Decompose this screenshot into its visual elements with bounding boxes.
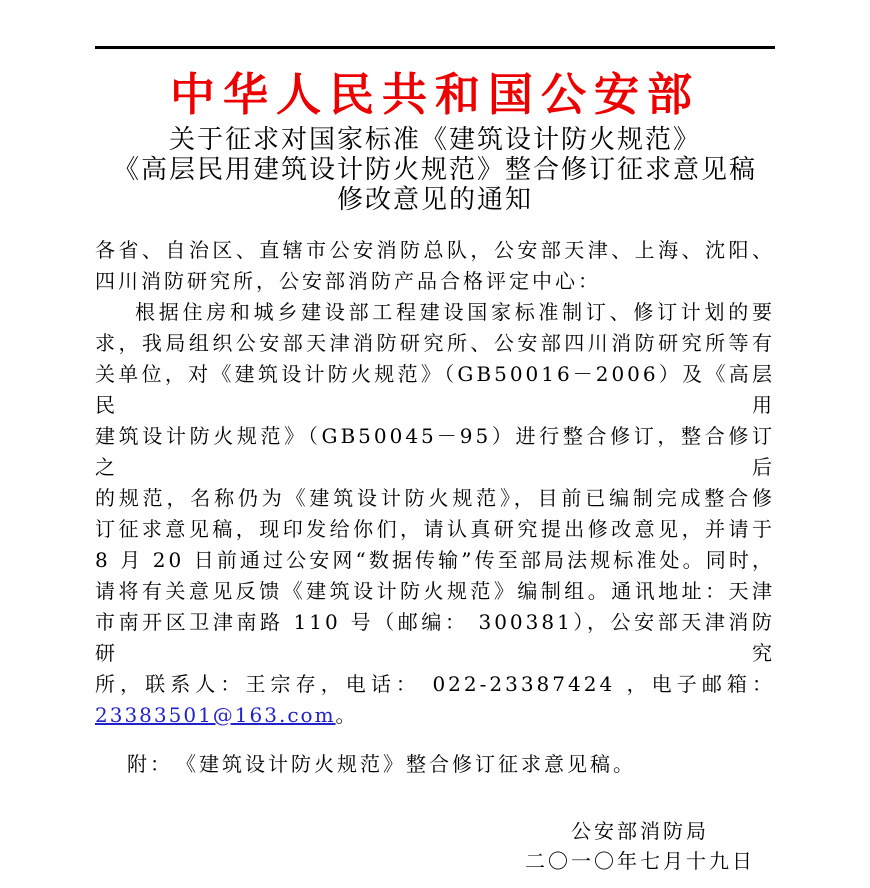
signature-date: 二〇一〇年七月十九日	[525, 849, 755, 873]
body-text	[95, 235, 775, 731]
header-rule	[95, 46, 775, 49]
body-line: 各省、自治区、直辖市公安消防总队，公安部天津、上海、沈阳、	[95, 238, 775, 262]
heading-line: 《高层民用建筑设计防火规范》整合修订征求意见稿	[112, 155, 757, 185]
email-link[interactable]: 23383501@163.com	[95, 703, 336, 727]
body-line: 根据住房和城乡建设部工程建设国家标准制订、修订计划的要	[135, 300, 775, 324]
body-line: 请将有关意见反馈《建筑设计防火规范》编制组。通讯地址：天津	[95, 579, 775, 603]
body-line: 求，我局组织公安部天津消防研究所、公安部四川消防研究所等有	[95, 331, 775, 355]
heading-line: 关于征求对国家标准《建筑设计防火规范》	[168, 125, 701, 155]
body-line: 四川消防研究所，公安部消防产品合格评定中心：	[95, 269, 601, 293]
body-line: 8 月 20 日前通过公安网“数据传输”传至部局法规标准处。同时，	[95, 548, 775, 572]
body-line-email	[95, 700, 775, 731]
attachment-note: 附： 《建筑设计防火规范》整合修订征求意见稿。	[127, 752, 636, 776]
body-line: 建筑设计防火规范》（GB50045－95）进行整合修订，整合修订之后	[95, 424, 775, 479]
email-suffix: 。	[335, 703, 359, 727]
body-line: 订征求意见稿，现印发给你们，请认真研究提出修改意见，并请于	[95, 517, 775, 541]
document-page	[0, 46, 870, 888]
body-line: 所，联系人：王宗存，电话： 022-23387424 ，电子邮箱：	[95, 672, 775, 696]
body-line: 的规范，名称仍为《建筑设计防火规范》，目前已编制完成整合修	[95, 486, 775, 510]
signature-organization: 公安部消防局	[571, 819, 709, 843]
signature-block	[525, 816, 755, 876]
masthead-title: 中华人民共和国公安部	[169, 68, 700, 121]
heading-line: 修改意见的通知	[336, 185, 533, 215]
body-line: 关单位，对《建筑设计防火规范》（GB50016－2006）及《高层民用	[95, 362, 775, 417]
document-heading	[95, 125, 775, 215]
body-line: 市南开区卫津南路 110 号（邮编： 300381），公安部天津消防研究	[95, 610, 775, 665]
